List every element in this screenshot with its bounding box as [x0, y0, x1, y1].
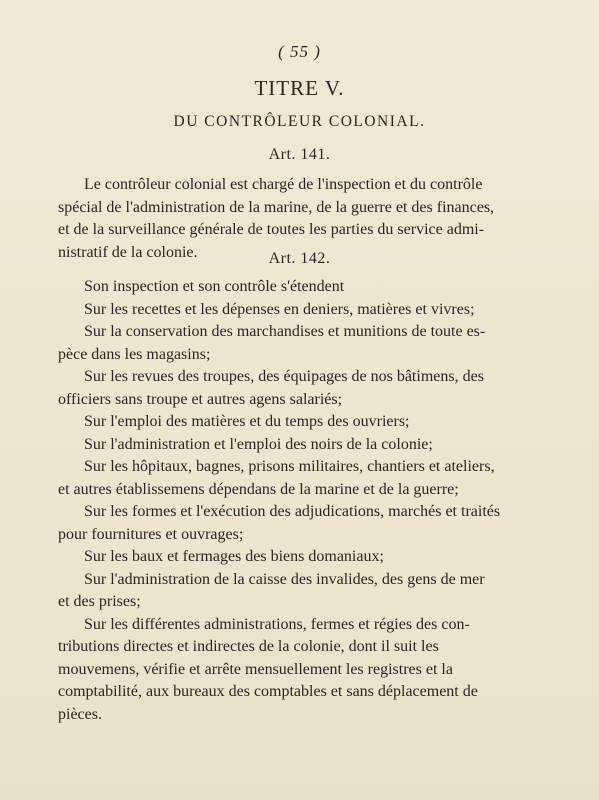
article-141-heading: Art. 141.: [268, 146, 331, 163]
text-line: Sur l'emploi des matières et du temps des ouvriers;: [84, 413, 410, 430]
section-subtitle: DU CONTRÔLEUR COLONIAL.: [173, 113, 426, 130]
text-line: Sur l'administration et l'emploi des noirs de la colonie;: [84, 435, 433, 453]
text-line: Sur les recettes et les dépenses en deniers, matières et vivres;: [84, 300, 475, 318]
text-line: pièces.: [58, 705, 102, 723]
text-line: officiers sans troupe et autres agens salariés;: [58, 390, 343, 408]
text-line: et autres établissemens dépendans de la marine et de la guerre;: [58, 480, 459, 498]
text-line: spécial de l'administration de la marine, de la guerre et des finances,: [58, 198, 495, 216]
text-line: Le contrôleur colonial est chargé de l'inspection et du contrôle: [84, 176, 483, 193]
text-line: mouvemens, vérifie et arrête mensuellement les registres et la: [58, 660, 453, 678]
text-line: pour fournitures et ouvrages;: [58, 525, 244, 543]
text-line: tributions directes et indirectes de la colonie, dont il suit les: [58, 638, 439, 655]
text-line: et des prises;: [58, 593, 141, 610]
text-line: Sur les formes et l'exécution des adjudications, marchés et traités: [84, 503, 501, 520]
text-line: Sur les hôpitaux, bagnes, prisons militaires, chantiers et ateliers,: [84, 458, 495, 475]
text-line: nistratif de la colonie.: [58, 243, 198, 261]
text-line: Sur les différentes administrations, fermes et régies des con-: [84, 615, 470, 633]
article-142-body: [58, 276, 568, 726]
article-142-heading: Art. 142.: [268, 250, 331, 267]
text-line: Sur les baux et fermages des biens domaniaux;: [84, 548, 384, 565]
text-line: Sur l'administration de la caisse des invalides, des gens de mer: [84, 570, 485, 588]
text-line: et de la surveillance générale de toutes les parties du service admi-: [58, 221, 485, 238]
title-heading: TITRE V.: [254, 76, 345, 100]
text-line: comptabilité, aux bureaux des comptables et sans déplacement de: [58, 683, 478, 700]
text-line: pèce dans les magasins;: [58, 345, 211, 363]
text-line: Son inspection et son contrôle s'étendent: [84, 278, 345, 295]
text-line: Sur les revues des troupes, des équipages de nos bâtimens, des: [84, 368, 484, 385]
text-line: Sur la conservation des marchandises et munitions de toute es-: [84, 323, 486, 340]
page-number: ( 55 ): [278, 42, 321, 61]
